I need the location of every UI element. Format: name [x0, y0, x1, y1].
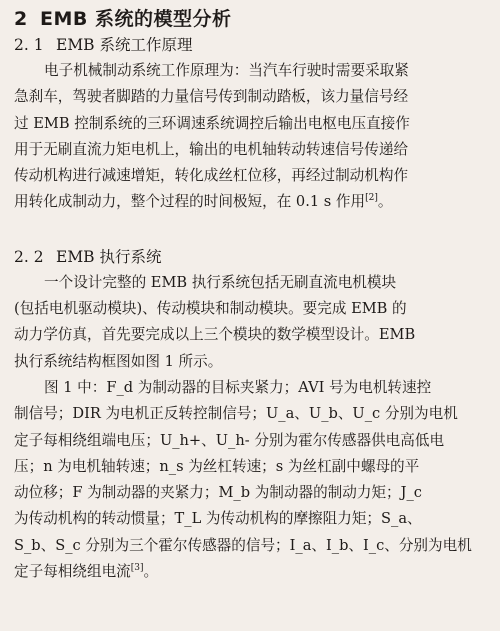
section-title: EMB 系统的模型分析: [40, 8, 232, 30]
text-span: 定子每相绕组电流: [14, 563, 131, 581]
section-heading: [14, 6, 486, 32]
text-line: S_b、S_c 分别为三个霍尔传感器的信号；I_a、I_b、I_c、分别为电机: [14, 536, 472, 554]
citation-ref: [2]: [365, 193, 378, 204]
text-line: 制信号；DIR 为电机正反转控制信号；U_a、U_b、U_c 分别为电机: [14, 405, 458, 423]
text-line: 动位移；F 为制动器的夹紧力；M_b 为制动器的制动力矩；J_c: [14, 484, 422, 502]
text-line: 传动机构进行减速增矩，转化成丝杠位移，再经过制动机构作: [14, 167, 409, 185]
punctuation: 。: [377, 193, 393, 211]
section-number: 2: [14, 8, 28, 30]
subsection-number: 2. 2: [14, 247, 44, 266]
subsection-title: EMB 执行系统: [56, 247, 162, 266]
citation-ref: [3]: [130, 563, 144, 574]
text-line: 一个设计完整的 EMB 执行系统包括无刷直流电机模块: [44, 273, 397, 291]
subsection-title: EMB 系统工作原理: [56, 36, 193, 54]
text-line: 图 1 中：F_d 为制动器的目标夹紧力；AVI 号为电机转速控: [44, 378, 432, 396]
text-line: [14, 559, 486, 585]
paragraph-figure-legend: [14, 375, 486, 585]
text-line: 用于无刷直流力矩电机上，输出的电机轴转动转速信号传递给: [14, 140, 409, 158]
punctuation: 。: [143, 563, 159, 581]
text-line: 过 EMB 控制系统的三环调速系统调控后输出电枢电压直接作: [14, 114, 410, 132]
text-line: 定子每相绕组端电压；U_h+、U_h- 分别为霍尔传感器供电高低电: [14, 431, 445, 449]
text-span: 用转化成制动力，整个过程的时间极短，在 0.1 s 作用: [14, 193, 366, 211]
text-line: 为传动机构的转动惯量；T_L 为传动机构的摩擦阻力矩；S_a、: [14, 510, 422, 528]
text-line: 急刹车，驾驶者脚踏的力量信号传到制动踏板，该力量信号经: [14, 88, 409, 106]
paragraph-working-principle: [14, 58, 486, 216]
subsection-number: 2. 1: [14, 36, 44, 54]
text-line: 动力学仿真，首先要完成以上三个模块的数学模型设计。EMB: [14, 326, 416, 344]
paragraph-execution-system: [14, 270, 486, 375]
text-line: 电子机械制动系统工作原理为：当汽车行驶时需要采取紧: [44, 62, 409, 79]
text-line: 执行系统结构框图如图 1 所示。: [14, 352, 223, 370]
text-line: 压；n 为电机轴转速；n_s 为丝杠转速；s 为丝杠副中螺母的平: [14, 457, 420, 475]
subsection-heading-2-2: [14, 244, 486, 270]
text-line: (包括电机驱动模块)、传动模块和制动模块。要完成 EMB 的: [14, 300, 407, 318]
subsection-heading-2-1: [14, 32, 486, 58]
text-line: [14, 189, 486, 215]
